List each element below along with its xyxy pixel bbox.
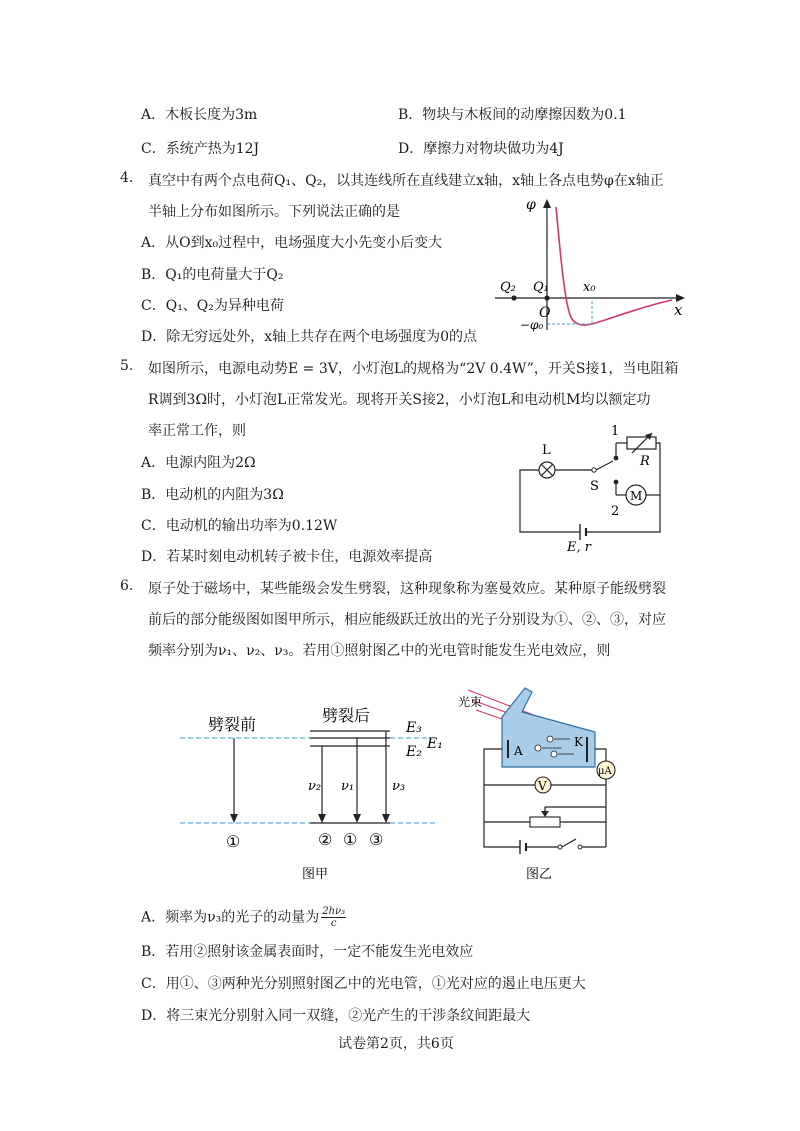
q5-option-b: B．电动机的内阻为3Ω	[141, 487, 284, 503]
q5-stem-line3: 率正常工作，则	[148, 423, 246, 439]
photon-2-label: ②	[318, 830, 333, 849]
figure-a-caption: 图甲	[302, 867, 329, 882]
q2-label: Q₂	[500, 280, 516, 295]
q6-stem-line3: 频率分别为ν₁、ν₂、ν₃。若用①照射图乙中的光电管时能发生光电效应，则	[148, 643, 611, 659]
q6-option-d: D．将三束光分别射入同一双缝，②光产生的干涉条纹间距最大	[141, 1008, 531, 1024]
v1-label: ν₁	[341, 779, 355, 794]
switch-pivot	[592, 468, 596, 472]
terminal1-label: 1	[611, 424, 620, 439]
beam-label: 光束	[458, 695, 483, 709]
q4-option-d: D．除无穷远处外，x轴上共存在两个电场强度为0的点	[141, 329, 478, 345]
q6-option-c: C．用①、③两种光分别照射图乙中的光电管，①光对应的遏止电压更大	[141, 976, 586, 992]
q4-option-b: B．Q₁的电荷量大于Q₂	[141, 267, 284, 283]
q5-stem-line1: 如图所示，电源电动势E = 3V，小灯泡L的规格为“2V 0.4W”，开关S接1，当电阻箱	[148, 361, 679, 377]
wire-to-microammeter	[595, 749, 606, 762]
q5-stem-line2: R调到3Ω时，小灯泡L正常发光。现将开关S接2，小灯泡L和电动机M均以额定功	[148, 392, 651, 408]
q1-charge-dot	[544, 295, 549, 300]
anode-label: A	[514, 744, 523, 758]
origin-label: O	[539, 305, 551, 321]
q6-option-b: B．若用②照射该金属表面时，一定不能发生光电效应	[141, 944, 474, 960]
q4-stem-line1: 真空中有两个点电荷Q₁、Q₂，以其连线所在直线建立x轴，x轴上各点电势φ在x轴正	[148, 173, 664, 189]
fraction-denominator: c	[330, 918, 337, 929]
terminal1-dot	[614, 456, 619, 461]
resistor-label: R	[640, 454, 650, 469]
source-label: E, r	[567, 540, 591, 555]
q6-stem-line2: 前后的部分能级图如图甲所示，相应能级跃迁放出的光子分别设为①、②、③，对应	[148, 612, 666, 628]
photon-3-label: ③	[369, 830, 384, 849]
arrowhead-icon	[318, 814, 326, 823]
neg-phi0-label: −φ₀	[520, 318, 544, 332]
q3-option-c: C．系统产热为12J	[141, 141, 260, 157]
q6-stem-line1: 原子处于磁场中，某些能级会发生劈裂，这种现象称为塞曼效应。某种原子能级劈裂	[148, 581, 666, 597]
q5-circuit	[510, 420, 685, 555]
voltmeter-label: V	[538, 779, 547, 793]
lamp-label: L	[542, 443, 551, 458]
e3-label: E₃	[406, 720, 422, 736]
slider-arrow-icon	[541, 811, 549, 817]
terminal2-label: 2	[611, 504, 620, 519]
microammeter-label: μA	[598, 766, 612, 777]
page-footer: 试卷第2页，共6页	[338, 1036, 454, 1052]
switch-blade	[562, 839, 576, 847]
fraction-numerator: 2hν₃	[322, 906, 346, 917]
phi-axis-arrow-icon	[543, 199, 551, 208]
e1-label: E₁	[427, 736, 443, 752]
q4-stem-line2: 半轴上分布如图所示。下列说法正确的是	[148, 204, 400, 220]
after-split-label: 劈裂后	[322, 706, 371, 725]
photon-1-label-right: ①	[343, 830, 358, 849]
q4-potential-graph	[490, 195, 690, 335]
q4-number: 4.	[120, 170, 134, 186]
q5-option-a: A．电源内阻为2Ω	[141, 455, 256, 471]
q3-option-a: A．木板长度为3m	[141, 107, 258, 123]
switch-blade	[596, 461, 613, 470]
q2-charge-dot	[511, 295, 516, 300]
switch-label: S	[590, 479, 599, 494]
figure-b-caption: 图乙	[526, 867, 553, 882]
arrowhead-icon	[382, 814, 390, 823]
x-label: x	[674, 301, 683, 319]
q5-option-c: C．电动机的输出功率为0.12W	[141, 518, 338, 534]
q6-option-a	[141, 906, 346, 929]
terminal2-dot	[614, 480, 619, 485]
x0-label: x₀	[583, 280, 596, 295]
q3-option-b: B．物块与木板间的动摩擦因数为0.1	[398, 107, 627, 123]
arrowhead-icon	[353, 814, 361, 823]
q4-option-a: A．从O到x₀过程中，电场强度大小先变小后变大	[141, 235, 443, 251]
momentum-fraction	[321, 906, 346, 929]
q6-photocell-circuit	[450, 682, 640, 887]
v3-label: ν₃	[392, 779, 406, 794]
q5-number: 5.	[120, 358, 134, 374]
q6-energy-level-diagram	[180, 690, 443, 885]
wire-left	[520, 470, 575, 532]
cathode-label: K	[574, 735, 583, 749]
e2-label: E₂	[406, 744, 422, 760]
motor-label: M	[630, 489, 643, 503]
v2-label: ν₂	[308, 779, 322, 794]
phi-label: φ	[526, 197, 536, 213]
q6-number: 6.	[120, 578, 134, 594]
q5-option-d: D．若某时刻电动机转子被卡住，电源效率提高	[141, 549, 433, 565]
arrowhead-icon	[230, 814, 238, 823]
q1-label: Q₁	[533, 280, 549, 295]
q6-option-a-text: A．频率为ν₃的光子的动量为	[141, 909, 320, 926]
q4-option-c: C．Q₁、Q₂为异种电荷	[141, 298, 284, 314]
rheostat	[530, 817, 560, 827]
potential-curve	[556, 207, 672, 325]
before-split-label: 劈裂前	[208, 715, 257, 734]
photon-1-label-left: ①	[226, 832, 241, 851]
q3-option-d: D．摩擦力对物块做功为4J	[398, 141, 564, 157]
